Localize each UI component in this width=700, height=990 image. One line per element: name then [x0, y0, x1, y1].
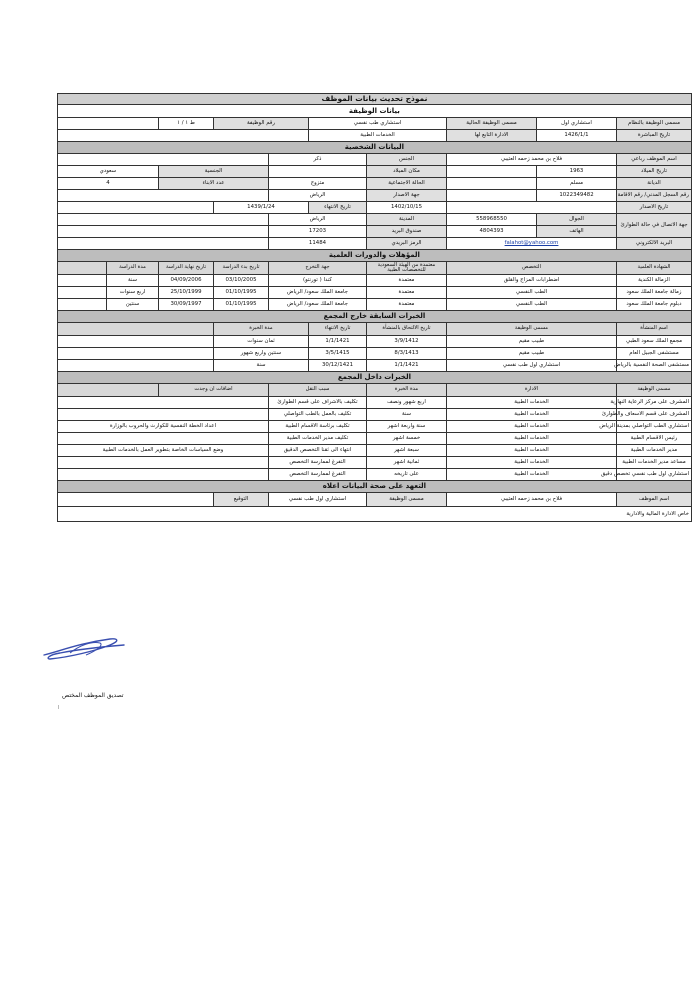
job-row2-blank [57, 130, 308, 142]
name-row-blank [57, 154, 268, 166]
job-rank-value: استشاري اول [537, 118, 617, 130]
experience-out-header [57, 323, 691, 336]
qual-cell: 01/10/1995 [214, 299, 269, 311]
form-table [57, 93, 692, 522]
personal-row-id [57, 190, 691, 202]
birthdate-value: 1963 [537, 166, 617, 178]
expiry-label: تاريخ الانتهاء [309, 202, 367, 214]
exp-out-cell: مستشفى الجبيل العام [617, 348, 692, 360]
mobile-label: الجوال [537, 214, 617, 226]
pledge-sign-value[interactable] [57, 493, 213, 507]
exp-out-cell: 1/1/1421 [309, 336, 367, 348]
exp-in-cell [57, 397, 268, 409]
exp-out-cell: استشاري اول طب نفسي [447, 360, 617, 372]
table-row [57, 275, 691, 287]
exp-out-cell: 3/9/1412 [367, 336, 447, 348]
exp-in-cell: تكليف بالاشراف على قسم الطوارئ [269, 397, 367, 409]
mobile-value: 558968550 [447, 214, 537, 226]
exp-in-col-additions: اضافات ان وجدت [159, 384, 269, 397]
exp-out-cell: 30/12/1421 [309, 360, 367, 372]
job-title-value: استشاري طب نفسي [309, 118, 447, 130]
personal-row-email [57, 238, 691, 250]
phone-row-blank [57, 226, 268, 238]
qual-cell: 03/10/2005 [214, 275, 269, 287]
qual-col-start: تاريخ بدء الدراسة [214, 262, 269, 275]
exp-in-cell: الخدمات الطبية [447, 397, 617, 409]
experience-in-header [57, 384, 691, 397]
qual-cell: 04/09/2006 [159, 275, 214, 287]
exp-in-col-duration: مدة الخبرة [367, 384, 447, 397]
qual-cell: اربع سنوات [107, 287, 159, 299]
id-label: رقم السجل المدني/ رقم الاقامة [617, 190, 692, 202]
email-value[interactable] [447, 238, 617, 250]
exp-in-cell: التفرغ لممارسة التخصص [269, 457, 367, 469]
exp-out-col-org: اسم المنشأة [617, 323, 692, 336]
exp-out-cell-blank [57, 336, 213, 348]
email-link[interactable]: falahot@yahoo.com [504, 240, 559, 247]
birthdate-label: تاريخ الميلاد [617, 166, 692, 178]
issue-place-value: الرياض [269, 190, 367, 202]
qual-cell-blank [57, 275, 106, 287]
zip-label: الرمز البريدي [367, 238, 447, 250]
phone-value: 4804393 [447, 226, 537, 238]
birth-blank [447, 166, 537, 178]
nationality-value: سعودي [57, 166, 158, 178]
qual-cell: جامعة الملك سعود/ الرياض [269, 299, 367, 311]
city-label: المدينة [367, 214, 447, 226]
table-row [57, 287, 691, 299]
qual-col-degree: الشهادة العلمية [617, 262, 692, 275]
qual-cell: سنتين [107, 299, 159, 311]
job-row-1 [57, 118, 691, 130]
religion-blank [447, 178, 537, 190]
table-row [57, 348, 691, 360]
exp-in-col-reason: سبب النقل [269, 384, 367, 397]
issue-date-label: تاريخ الاصدار [617, 202, 692, 214]
qual-col-institution: جهة التخرج [269, 262, 367, 275]
exp-in-cell: على تاريخه [367, 469, 447, 481]
dates-blank [447, 202, 617, 214]
id-row-blank [57, 190, 268, 202]
personal-row-religion [57, 178, 691, 190]
exp-in-cell [57, 433, 268, 445]
qual-cell: الطب النفسي [447, 287, 617, 299]
footer-note: تصديق الموظف المختص [62, 692, 124, 699]
exp-out-col-start: تاريخ الالتحاق بالمنشأة [367, 323, 447, 336]
job-dept-label: الادارة التابع لها [447, 130, 537, 142]
exp-out-col-duration: مدة الخبرة [214, 323, 309, 336]
qual-cell: كندا ( تورنتو) [269, 275, 367, 287]
exp-out-cell: مجمع الملك سعود الطبي [617, 336, 692, 348]
dates-row-blank [57, 202, 213, 214]
exp-in-cell: الخدمات الطبية [447, 421, 617, 433]
pledge-sign-label: التوقيع [214, 493, 269, 507]
issue-place-label: جهة الاصدار [367, 190, 447, 202]
exp-in-cell: المشرف على مركز الرعاية النهارية [617, 397, 692, 409]
exp-in-cell: تكليف برئاسة الاقسام الطبية [269, 421, 367, 433]
children-value: 4 [57, 178, 158, 190]
exp-out-cell: 8/3/1413 [367, 348, 447, 360]
pobox-label: صندوق البريد [367, 226, 447, 238]
exp-in-cell: الخدمات الطبية [447, 445, 617, 457]
id-value: 1022349482 [537, 190, 617, 202]
exp-in-cell: استشاري الطب التواصلي بمدينة الرياض [617, 421, 692, 433]
exp-out-cell-blank [57, 360, 213, 372]
qualifications-header [57, 262, 691, 275]
exp-in-cell: الخدمات الطبية [447, 433, 617, 445]
job-dept-value: الخدمات الطبية [309, 130, 447, 142]
exp-in-cell [57, 457, 268, 469]
personal-row-birth [57, 166, 691, 178]
marital-label: الحالة الاجتماعية [367, 178, 447, 190]
exp-out-cell: 1/1/1421 [367, 360, 447, 372]
qualifications-section-title: المؤهلات والدورات العلمية [57, 250, 691, 262]
employee-update-form [58, 93, 692, 522]
pobox-value: 17203 [269, 226, 367, 238]
exp-in-cell: ثمانية اشهر [367, 457, 447, 469]
exp-in-cell: تكليف مدير الخدمات الطبية [269, 433, 367, 445]
exp-in-cell: خمسة اشهر [367, 433, 447, 445]
personal-section-title: البيانات الشخصية [57, 142, 691, 154]
table-row [57, 336, 691, 348]
hr-note: خاص الادارة المالية والادارية [57, 507, 691, 522]
exp-out-cell: طبيب مقيم [447, 348, 617, 360]
gender-label: الجنس [367, 154, 447, 166]
name-value: فلاح بن محمد زحمه العتيبي [447, 154, 617, 166]
exp-out-cell: 3/5/1415 [309, 348, 367, 360]
job-row1-blank [57, 118, 158, 130]
children-label: عدد الابناء [159, 178, 269, 190]
qual-cell: معتمدة [367, 275, 447, 287]
job-title-label: مسمى الوظيفة الحالية [447, 118, 537, 130]
qual-cell: معتمدة [367, 299, 447, 311]
personal-row-name [57, 154, 691, 166]
qual-col-specialty: التخصص [447, 262, 617, 275]
exp-in-cell: سنة [367, 409, 447, 421]
phone-label: الهاتف [537, 226, 617, 238]
exp-in-cell [57, 469, 268, 481]
exp-in-col-title: مسمى الوظيفة [617, 384, 692, 397]
exp-in-cell: مساعد مدير الخدمات الطبية [617, 457, 692, 469]
exp-in-cell: مدير الخدمات الطبية [617, 445, 692, 457]
pledge-title-label: مسمى الوظيفة [367, 493, 447, 507]
personal-row-mobile [57, 214, 691, 226]
table-row [57, 299, 691, 311]
qual-col-accredited: معتمدة من الهيئة السعودية للتخصصات الطبية [367, 262, 447, 275]
pledge-title-value: استشاري اول طب نفسي [269, 493, 367, 507]
experience-in-section-title: الخبرات داخل المجمع [57, 372, 691, 384]
exp-in-cell: رئيس الاقسام الطبية [617, 433, 692, 445]
city-value: الرياض [269, 214, 367, 226]
birthplace-value [269, 166, 367, 178]
exp-in-cell: انتهاء الى ثقنا التخصص الدقيق [269, 445, 367, 457]
exp-in-cell: التفرغ لممارسة التخصص [269, 469, 367, 481]
qual-cell: معتمدة [367, 287, 447, 299]
qual-cell: دبلوم جامعة الملك سعود [617, 299, 692, 311]
birthplace-label: مكان الميلاد [367, 166, 447, 178]
exp-out-cell: ثمان سنوات [214, 336, 309, 348]
exp-out-cell: سنتين واربع شهور [214, 348, 309, 360]
exp-in-cell: الخدمات الطبية [447, 409, 617, 421]
exp-in-cell: استشاري اول طب نفسي تخصص دقيق [617, 469, 692, 481]
table-row [57, 445, 691, 457]
table-row [57, 421, 691, 433]
issue-date-value: 1402/10/15 [367, 202, 447, 214]
exp-in-cell: تكليف بالعمل بالطب التواصلي [269, 409, 367, 421]
mobile-row-blank [57, 214, 268, 226]
qual-cell: الطب النفسي [447, 299, 617, 311]
job-section-title: بيانات الوظيفة [57, 105, 691, 118]
job-start-label: تاريخ المباشرة [617, 130, 692, 142]
hr-row [57, 507, 691, 522]
pledge-name-label: اسم الموظف [617, 493, 692, 507]
pledge-name-value: فلاح بن محمد زحمه العتيبي [447, 493, 617, 507]
exp-in-col-blank [57, 384, 158, 397]
qual-cell-blank [57, 287, 106, 299]
pledge-section-title: التعهد على صحة البيانات اعلاه [57, 481, 691, 493]
qual-cell-blank [57, 299, 106, 311]
job-rank-label: مسمى الوظيفة بالنظام [617, 118, 692, 130]
job-number-label: رقم الوظيفة [214, 118, 309, 130]
exp-out-col-title: مسمى الوظيفة [447, 323, 617, 336]
table-row [57, 457, 691, 469]
gender-value: ذكر [269, 154, 367, 166]
job-number-value: ط ١ / ١ [159, 118, 214, 130]
qual-cell: الزمالة الكندية [617, 275, 692, 287]
exp-out-col-blank [57, 323, 213, 336]
exp-in-cell: وضع السياسات الخاصة بتطوير العمل بالخدمات الطبية [57, 445, 268, 457]
exp-out-cell: طبيب مقيم [447, 336, 617, 348]
personal-row-phone [57, 226, 691, 238]
job-row-2 [57, 130, 691, 142]
email-label: البريد الالكتروني [617, 238, 692, 250]
experience-out-section-title: الخبرات السابقة خارج المجمع [57, 311, 691, 323]
qual-col-blank [57, 262, 106, 275]
contact-label: جهة الاتصال في حالة الطوارئ [617, 214, 692, 238]
exp-in-cell: الخدمات الطبية [447, 469, 617, 481]
qual-col-duration: مدة الدراسة [107, 262, 159, 275]
exp-out-cell: مستشفى الصحة النفسية بالرياض [617, 360, 692, 372]
religion-label: الديانة [617, 178, 692, 190]
exp-in-cell: اعداد الخطة النفسية للكوارث والحروب بالوزارة [57, 421, 268, 433]
exp-out-col-end: تاريخ الانتهاء [309, 323, 367, 336]
qual-cell: جامعة الملك سعود/ الرياض [269, 287, 367, 299]
signature-scribble [40, 633, 130, 663]
nationality-label: الجنسية [159, 166, 269, 178]
zip-value: 11484 [269, 238, 367, 250]
qual-cell: 25/10/1999 [159, 287, 214, 299]
exp-in-cell: المشرف على قسم الاسعاف والطوارئ [617, 409, 692, 421]
qual-cell: 30/09/1997 [159, 299, 214, 311]
qual-cell: اضطرابات المزاج والقلق [447, 275, 617, 287]
qual-col-end: تاريخ نهاية الدراسة [159, 262, 214, 275]
marital-value: متزوج [269, 178, 367, 190]
exp-in-cell [57, 409, 268, 421]
job-start-value: 1426/1/1 [537, 130, 617, 142]
qual-cell: زمالة جامعة الملك سعود [617, 287, 692, 299]
name-label: اسم الموظف رباعي [617, 154, 692, 166]
qual-cell: 01/10/1995 [214, 287, 269, 299]
qual-cell: سنة [107, 275, 159, 287]
exp-out-cell: سنة [214, 360, 309, 372]
exp-in-cell: الخدمات الطبية [447, 457, 617, 469]
table-row [57, 469, 691, 481]
exp-in-cell: اربع شهور ونصف [367, 397, 447, 409]
email-row-blank [57, 238, 268, 250]
form-title: نموذج تحديث بيانات الموظف [57, 94, 691, 105]
personal-row-dates [57, 202, 691, 214]
religion-value: مسلم [537, 178, 617, 190]
exp-out-cell-blank [57, 348, 213, 360]
scan-speck [58, 705, 59, 709]
table-row [57, 433, 691, 445]
pledge-row [57, 493, 691, 507]
exp-in-cell: سبعة اشهر [367, 445, 447, 457]
table-row [57, 397, 691, 409]
expiry-value: 1439/1/24 [214, 202, 309, 214]
exp-in-col-dept: الادارة [447, 384, 617, 397]
id-blank [447, 190, 537, 202]
table-row [57, 360, 691, 372]
table-row [57, 409, 691, 421]
exp-in-cell: سنة واربعة اشهر [367, 421, 447, 433]
